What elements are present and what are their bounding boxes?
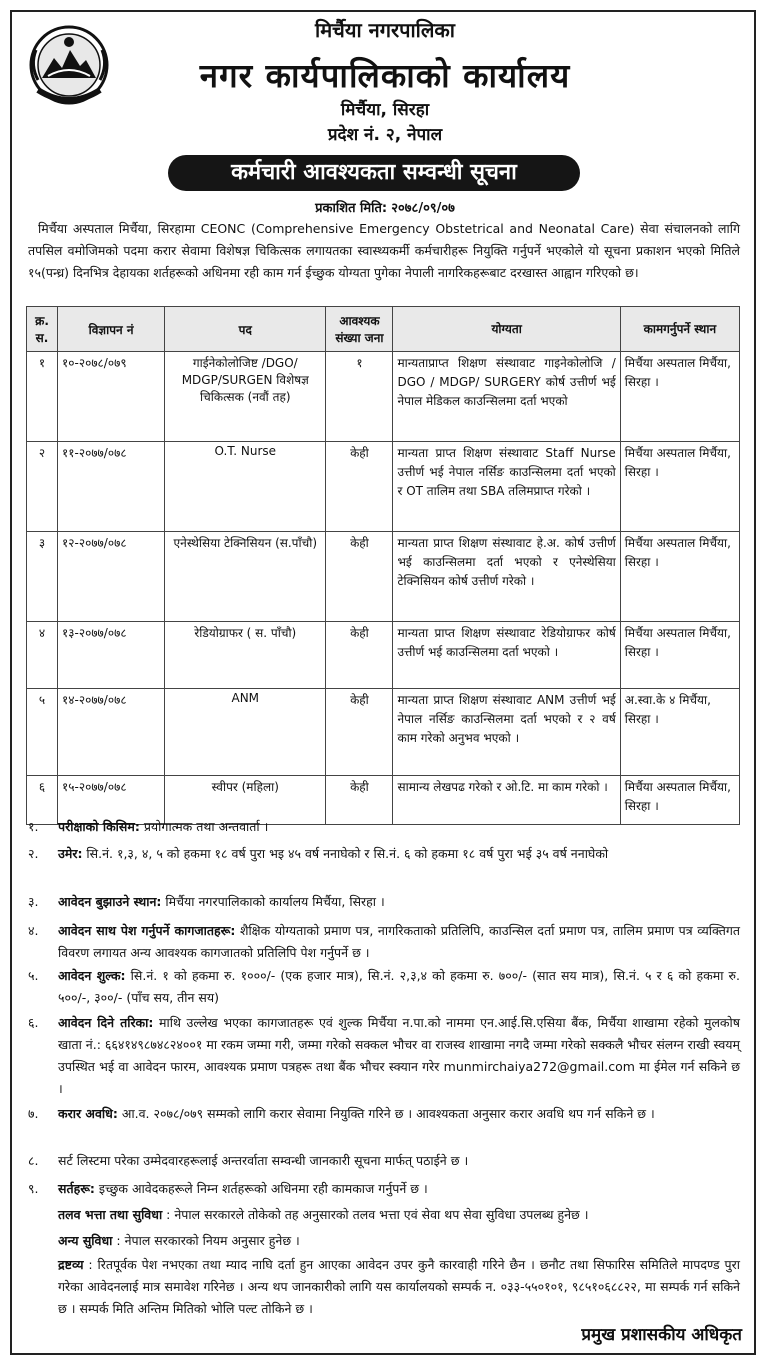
condition-text: सर्ट लिस्टमा परेका उम्मेदवारहरूलाई अन्तरर्वाता सम्वन्धी जानकारी सूचना मार्फत् पठाईने छ । — [58, 1153, 469, 1168]
condition-label: करार अवधि: — [58, 1106, 118, 1121]
condition-number: ३. — [28, 894, 39, 909]
cell-place: मिर्चैया अस्पताल मिर्चैया, सिरहा । — [620, 352, 739, 442]
office-title: नगर कार्यपालिकाको कार्यालय — [199, 56, 571, 95]
cell-qty: केही — [326, 689, 393, 776]
condition-item — [28, 1178, 740, 1200]
table-header-row — [27, 307, 740, 352]
cell-qty: केही — [326, 442, 393, 532]
cell-sn: ४ — [27, 622, 58, 689]
cell-place: मिर्चैया अस्पताल मिर्चैया, सिरहा । — [620, 442, 739, 532]
condition-item — [28, 965, 740, 1009]
condition-text: माथि उल्लेख भएका कागजातहरू एवं शुल्क मिर्चैया न.पा.को नाममा एन.आई.सि.एसिया बैंक, मिर्चैया शाखामा रहेको मुलकोष खाता नं.: ६६४१४९८७४८२४००१ मा रकम जम्मा गरी, जम्मा गरेको सक्कल भौचर वा राजस्व शाखामा नगदै जम्मा गरेको सक्कलै भौचर संलग्न राखी स्वयम् उपस्थित भई वा आवेदन फारम, आवश्यक प्रमाण पत्रहरू तथा बैंक भौचर स्क्यान गरेर munmirchaiya272@gmail.com मा ईमेल गर्न सकिने छ । — [58, 1015, 741, 1096]
table-row — [27, 442, 740, 532]
cell-adv: १५-२०७७/०७८ — [58, 776, 165, 825]
cell-qty: केही — [326, 776, 393, 825]
table-row — [27, 689, 740, 776]
cell-post: ANM — [165, 689, 326, 776]
condition-number: ९. — [28, 1181, 39, 1196]
condition-text: आ.व. २०७८/०७९ सम्मको लागि करार सेवामा नियुक्ति गरिने छ । आवश्यकता अनुसार करार अवधि थप गर्न सकिने छ । — [117, 1106, 655, 1121]
cell-sn: १ — [27, 352, 58, 442]
condition-text: शैक्षिक योग्यताको प्रमाण पत्र, नागरिकताको प्रतिलिपि, काउन्सिल दर्ता प्रमाण पत्र, तालिम प्रमाण पत्र व्यक्तिगत विवरण लगायत अन्य आवश्यक कागजातको प्रतिलिपि पेश गर्नुपर्ने छ । — [58, 923, 740, 960]
cell-adv: १०-२०७८/०७९ — [58, 352, 165, 442]
sub-condition-label: तलव भत्ता तथा सुविधा — [58, 1207, 163, 1222]
table-row — [27, 532, 740, 622]
sub-condition-note — [58, 1254, 740, 1320]
cell-qual: सामान्य लेखपढ गरेको र ओ.टि. मा काम गरेको । — [393, 776, 620, 825]
condition-text: प्रयोगात्मक तथा अन्तवार्ता । — [139, 819, 269, 834]
condition-label: आवेदन शुल्क: — [58, 968, 126, 983]
condition-item — [28, 1012, 740, 1100]
intro-paragraph: मिर्चैया अस्पताल मिर्चैया, सिरहामा CEONC (Comprehensive Emergency Obstetrical and Neonatal Care) सेवा संचालनको लागि तपसिल वमोजिमको पदमा करार सेवामा विशेषज्ञ चिकित्सक लगायतका स्वास्थ्यकर्मी कर्मचारीहरू नियुक्ति गर्नुपर्ने भएकोले यो सूचना प्रकाशन भएको मितिले १५(पन्ध्र) दिनभित्र देहायका शर्तहरूको अधिनमा रही काम गर्न ईच्छुक योग्यता पुगेका नेपाली नागरिकहरूबाट दरखास्त आह्वान गरिएको छ। — [28, 221, 740, 280]
header-qty: आवश्यक संख्या जना — [326, 307, 393, 352]
condition-text: सि.नं. १,३, ४, ५ को हकमा १८ वर्ष पुरा भइ ४५ वर्ष ननाघेको र सि.नं. ६ को हकमा १८ वर्ष पुरा भई ३५ वर्ष ननाघेको — [82, 846, 609, 861]
condition-number: ५. — [28, 968, 39, 983]
table-row — [27, 352, 740, 442]
sub-condition-label: अन्य सुविधा — [58, 1233, 113, 1248]
publish-date-label: प्रकाशित मिति: — [315, 201, 388, 216]
condition-item — [28, 1103, 740, 1125]
sub-condition-salary — [58, 1204, 740, 1226]
cell-adv: १२-२०७७/०७८ — [58, 532, 165, 622]
cell-place: मिर्चैया अस्पताल मिर्चैया, सिरहा । — [620, 622, 739, 689]
cell-post: एनेस्थेसिया टेक्निसियन (स.पाँचौ) — [165, 532, 326, 622]
cell-qual: मान्यताप्राप्त शिक्षण संस्थावाट गाइनेकोलोजि / DGO / MDGP/ SURGERY कोर्ष उत्तीर्ण भई नेपाल मेडिकल काउन्सिलमा दर्ता भएको — [393, 352, 620, 442]
condition-number: ६. — [28, 1015, 39, 1030]
cell-qual: मान्यता प्राप्त शिक्षण संस्थावाट रेडियोग्राफर कोर्ष उत्तीर्ण भई काउन्सिलमा दर्ता भएको । — [393, 622, 620, 689]
sub-condition-label: द्रष्टव्य — [58, 1257, 84, 1272]
condition-item — [28, 920, 740, 964]
header-sn: क्र. स. — [27, 307, 58, 352]
sub-condition-other — [58, 1230, 740, 1252]
cell-sn: २ — [27, 442, 58, 532]
cell-post: स्वीपर (महिला) — [165, 776, 326, 825]
signature-title: प्रमुख प्रशासकीय अधिकृत — [581, 1325, 742, 1345]
condition-number: २. — [28, 846, 39, 861]
cell-qual: मान्यता प्राप्त शिक्षण संस्थावाट हे.अ. कोर्ष उत्तीर्ण भई काउन्सिलमा दर्ता भएको र एनेस्थेसिया टेक्निसियन कोर्ष उत्तीर्ण गरेको । — [393, 532, 620, 622]
cell-qual: मान्यता प्राप्त शिक्षण संस्थावाट ANM उत्तीर्ण भई नेपाल नर्सिङ काउन्सिलमा दर्ता भएको र २ वर्ष काम गरेको अनुभव भएको । — [393, 689, 620, 776]
vacancy-table — [26, 306, 740, 825]
cell-place: अ.स्वा.के ४ मिर्चैया, सिरहा । — [620, 689, 739, 776]
condition-label: सर्तहरू: — [58, 1181, 95, 1196]
condition-label: आवेदन दिने तरिका: — [58, 1015, 154, 1030]
cell-place: मिर्चैया अस्पताल मिर्चैया, सिरहा । — [620, 532, 739, 622]
cell-post: गाईनेकोलोजिष्ट /DGO/ MDGP/SURGEN विशेषज्ञ चिकित्सक (नवौं तह) — [165, 352, 326, 442]
condition-number: ८. — [28, 1153, 39, 1168]
cell-qty: केही — [326, 622, 393, 689]
cell-post: O.T. Nurse — [165, 442, 326, 532]
cell-qty: १ — [326, 352, 393, 442]
header-adv: विज्ञापन नं — [58, 307, 165, 352]
condition-item — [28, 843, 740, 865]
cell-sn: ३ — [27, 532, 58, 622]
publish-date-value: २०७८/०९/०७ — [391, 201, 455, 216]
table-row — [27, 622, 740, 689]
cell-adv: ११-२०७७/०७८ — [58, 442, 165, 532]
condition-label: आवेदन बुझाउने स्थान: — [58, 894, 162, 909]
cell-qty: केही — [326, 532, 393, 622]
condition-text: इच्छुक आवेदकहरूले निम्न शर्तहरूको अधिनमा रही कामकाज गर्नुपर्ने छ । — [94, 1181, 428, 1196]
cell-post: रेडियोग्राफर ( स. पाँचौ) — [165, 622, 326, 689]
sub-condition-text: : नेपाल सरकारले तोकेको तह अनुसारको तलव भत्ता एवं सेवा थप सेवा सुविधा उपलब्ध हुनेछ । — [162, 1207, 589, 1222]
condition-text: सि.नं. १ को हकमा रु. १०००/- (एक हजार मात्र), सि.नं. २,३,४ को हकमा रु. ७००/- (सात सय मात्र), सि.नं. ५ र ६ को हकमा रु. ५००/-, ३००/- (पाँच सय, तीन सय) — [58, 968, 741, 1005]
condition-label: परीक्षाको किसिम: — [58, 819, 140, 834]
condition-number: ७. — [28, 1106, 39, 1121]
sub-condition-text: : रितपूर्वक पेश नभएका तथा म्याद नाघि दर्ता हुन आएका आवेदन उपर कुनै कारवाही गरिने छैन । छनौट तथा सिफारिस समितिले मापदण्ड पुरा गरेका आवेदनलाई मात्र समावेश गरिनेछ । अन्य थप जानकारीको लागि यस कार्यालयको सम्पर्क न. ०३३-५५०१०१, ९८५१०६८८२२, मा सम्पर्क गर्न सकिने छ । सम्पर्क मिति अन्तिम मितिको भोलि पल्ट तोकिने छ । — [58, 1257, 740, 1316]
condition-item — [28, 891, 740, 913]
cell-sn: ६ — [27, 776, 58, 825]
condition-text: मिर्चैया नगरपालिकाको कार्यालय मिर्चैया, सिरहा । — [161, 894, 385, 909]
cell-sn: ५ — [27, 689, 58, 776]
municipality-name: मिर्चैया नगरपालिका — [315, 18, 455, 42]
condition-item — [28, 1150, 740, 1172]
province-line: प्रदेश नं. २, नेपाल — [327, 125, 443, 145]
condition-item — [28, 816, 740, 838]
cell-adv: १४-२०७७/०७८ — [58, 689, 165, 776]
condition-number: ४. — [28, 923, 39, 938]
cell-place: मिर्चैया अस्पताल मिर्चैया, सिरहा । — [620, 776, 739, 825]
cell-qual: मान्यता प्राप्त शिक्षण संस्थावाट Staff Nurse उत्तीर्ण भई नेपाल नर्सिङ काउन्सिलमा दर्ता भएको र OT तालिम तथा SBA तलिमप्राप्त गरेको । — [393, 442, 620, 532]
header-place: कामगर्नुपर्ने स्थान — [620, 307, 739, 352]
office-address: मिर्चैया, सिरहा — [340, 100, 430, 120]
publish-date-line — [0, 198, 770, 216]
header-qual: योग्यता — [393, 307, 620, 352]
cell-adv: १३-२०७७/०७८ — [58, 622, 165, 689]
condition-label: आवेदन साथ पेश गर्नुपर्ने कागजातहरू: — [58, 923, 236, 938]
header-post: पद — [165, 307, 326, 352]
notice-banner: कर्मचारी आवश्यकता सम्वन्धी सूचना — [168, 155, 580, 191]
condition-number: १. — [28, 819, 39, 834]
sub-condition-text: : नेपाल सरकारको नियम अनुसार हुनेछ । — [112, 1233, 300, 1248]
condition-label: उमेर: — [58, 846, 83, 861]
